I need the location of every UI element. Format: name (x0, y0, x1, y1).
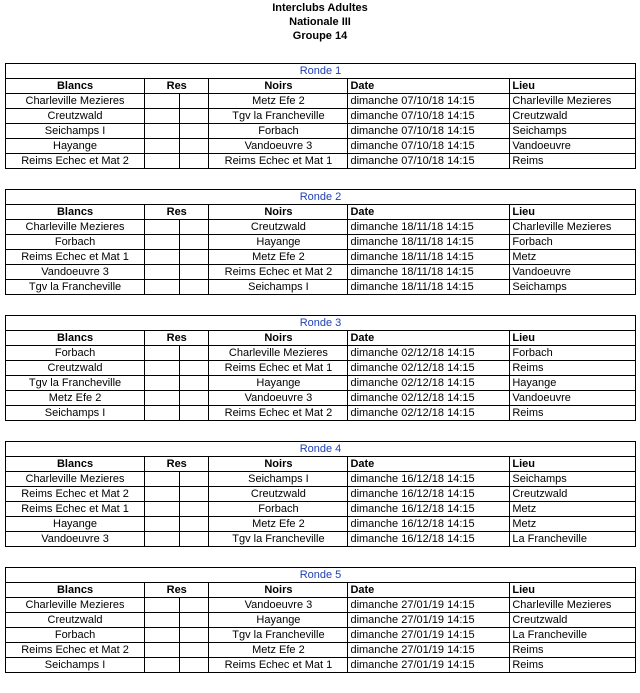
header-lieu: Lieu (510, 205, 636, 220)
cell-lieu: Charleville Mezieres (510, 598, 636, 613)
division-title: Nationale III (289, 16, 351, 28)
header-blancs: Blancs (6, 457, 145, 472)
cell-blancs: Creutzwald (6, 109, 145, 124)
cell-date: dimanche 16/12/18 14:15 (348, 532, 510, 547)
header-lieu: Lieu (510, 457, 636, 472)
cell-blancs: Forbach (6, 346, 145, 361)
header-noirs: Noirs (209, 457, 348, 472)
cell-noirs: Reims Echec et Mat 1 (209, 361, 348, 376)
cell-noirs: Creutzwald (209, 220, 348, 235)
cell-lieu: Reims (510, 406, 636, 421)
match-row (6, 265, 636, 280)
cell-lieu: La Francheville (510, 532, 636, 547)
cell-res-blancs (145, 250, 180, 265)
cell-noirs: Seichamps I (209, 472, 348, 487)
cell-blancs: Hayange (6, 139, 145, 154)
cell-lieu: Metz (510, 502, 636, 517)
match-row (6, 658, 636, 673)
cell-lieu: Seichamps (510, 472, 636, 487)
header-noirs: Noirs (209, 583, 348, 598)
match-row (6, 391, 636, 406)
header-blancs: Blancs (6, 205, 145, 220)
match-row (6, 598, 636, 613)
cell-res-blancs (145, 502, 180, 517)
cell-noirs: Creutzwald (209, 487, 348, 502)
match-row (6, 250, 636, 265)
cell-lieu: Seichamps (510, 124, 636, 139)
cell-lieu: Creutzwald (510, 613, 636, 628)
cell-date: dimanche 27/01/19 14:15 (348, 643, 510, 658)
cell-noirs: Reims Echec et Mat 2 (209, 406, 348, 421)
cell-date: dimanche 16/12/18 14:15 (348, 472, 510, 487)
cell-blancs: Forbach (6, 628, 145, 643)
match-row (6, 220, 636, 235)
cell-noirs: Metz Efe 2 (209, 517, 348, 532)
cell-blancs: Charleville Mezieres (6, 472, 145, 487)
match-row (6, 280, 636, 295)
cell-date: dimanche 16/12/18 14:15 (348, 517, 510, 532)
page-header (0, 0, 640, 43)
cell-noirs: Metz Efe 2 (209, 250, 348, 265)
header-date: Date (348, 205, 510, 220)
cell-blancs: Reims Echec et Mat 2 (6, 154, 145, 169)
cell-res-noirs (180, 532, 209, 547)
header-lieu: Lieu (510, 79, 636, 94)
cell-res-blancs (145, 532, 180, 547)
cell-lieu: Charleville Mezieres (510, 94, 636, 109)
cell-blancs: Charleville Mezieres (6, 220, 145, 235)
cell-date: dimanche 02/12/18 14:15 (348, 406, 510, 421)
header-noirs: Noirs (209, 79, 348, 94)
cell-lieu: Vandoeuvre (510, 265, 636, 280)
cell-date: dimanche 02/12/18 14:15 (348, 346, 510, 361)
cell-lieu: Creutzwald (510, 109, 636, 124)
competition-title: Interclubs Adultes (272, 2, 368, 14)
cell-res-blancs (145, 154, 180, 169)
cell-res-blancs (145, 628, 180, 643)
cell-noirs: Reims Echec et Mat 2 (209, 265, 348, 280)
cell-noirs: Hayange (209, 613, 348, 628)
ronde-table (5, 567, 636, 673)
match-row (6, 94, 636, 109)
cell-res-blancs (145, 598, 180, 613)
cell-res-noirs (180, 154, 209, 169)
column-header-row (6, 331, 636, 346)
cell-res-noirs (180, 124, 209, 139)
header-lieu: Lieu (510, 331, 636, 346)
cell-res-blancs (145, 487, 180, 502)
header-lieu: Lieu (510, 583, 636, 598)
cell-noirs: Charleville Mezieres (209, 346, 348, 361)
match-row (6, 472, 636, 487)
cell-date: dimanche 27/01/19 14:15 (348, 658, 510, 673)
cell-blancs: Hayange (6, 517, 145, 532)
ronde-title: Ronde 4 (6, 442, 636, 457)
cell-res-blancs (145, 472, 180, 487)
match-row (6, 235, 636, 250)
ronde-title: Ronde 1 (6, 64, 636, 79)
cell-blancs: Reims Echec et Mat 2 (6, 643, 145, 658)
cell-date: dimanche 07/10/18 14:15 (348, 154, 510, 169)
cell-lieu: Seichamps (510, 280, 636, 295)
cell-blancs: Charleville Mezieres (6, 598, 145, 613)
cell-res-noirs (180, 109, 209, 124)
cell-date: dimanche 18/11/18 14:15 (348, 220, 510, 235)
cell-lieu: Vandoeuvre (510, 139, 636, 154)
cell-noirs: Metz Efe 2 (209, 94, 348, 109)
column-header-row (6, 205, 636, 220)
cell-noirs: Hayange (209, 376, 348, 391)
cell-lieu: Creutzwald (510, 487, 636, 502)
match-row (6, 613, 636, 628)
cell-res-blancs (145, 406, 180, 421)
cell-blancs: Creutzwald (6, 361, 145, 376)
cell-lieu: Reims (510, 658, 636, 673)
cell-res-noirs (180, 391, 209, 406)
cell-res-blancs (145, 376, 180, 391)
header-noirs: Noirs (209, 331, 348, 346)
cell-blancs: Reims Echec et Mat 1 (6, 250, 145, 265)
match-row (6, 376, 636, 391)
cell-res-noirs (180, 517, 209, 532)
cell-res-blancs (145, 346, 180, 361)
cell-date: dimanche 02/12/18 14:15 (348, 391, 510, 406)
cell-res-noirs (180, 94, 209, 109)
cell-res-blancs (145, 280, 180, 295)
cell-res-blancs (145, 139, 180, 154)
cell-noirs: Tgv la Francheville (209, 532, 348, 547)
cell-date: dimanche 27/01/19 14:15 (348, 613, 510, 628)
cell-noirs: Reims Echec et Mat 1 (209, 658, 348, 673)
ronde-title: Ronde 3 (6, 316, 636, 331)
ronde-table (5, 189, 636, 295)
match-row (6, 346, 636, 361)
cell-noirs: Forbach (209, 124, 348, 139)
cell-date: dimanche 16/12/18 14:15 (348, 502, 510, 517)
cell-lieu: Forbach (510, 346, 636, 361)
cell-res-noirs (180, 628, 209, 643)
cell-date: dimanche 02/12/18 14:15 (348, 376, 510, 391)
cell-date: dimanche 18/11/18 14:15 (348, 250, 510, 265)
cell-res-blancs (145, 109, 180, 124)
cell-lieu: Reims (510, 643, 636, 658)
column-header-row (6, 457, 636, 472)
cell-blancs: Forbach (6, 235, 145, 250)
header-date: Date (348, 583, 510, 598)
header-res: Res (145, 583, 209, 598)
cell-res-noirs (180, 406, 209, 421)
header-date: Date (348, 457, 510, 472)
cell-res-noirs (180, 280, 209, 295)
match-row (6, 124, 636, 139)
cell-date: dimanche 18/11/18 14:15 (348, 280, 510, 295)
match-row (6, 406, 636, 421)
cell-date: dimanche 07/10/18 14:15 (348, 94, 510, 109)
cell-res-noirs (180, 361, 209, 376)
cell-date: dimanche 07/10/18 14:15 (348, 109, 510, 124)
header-blancs: Blancs (6, 583, 145, 598)
cell-blancs: Tgv la Francheville (6, 376, 145, 391)
cell-blancs: Vandoeuvre 3 (6, 265, 145, 280)
cell-res-noirs (180, 376, 209, 391)
match-row (6, 109, 636, 124)
cell-date: dimanche 07/10/18 14:15 (348, 124, 510, 139)
cell-res-blancs (145, 265, 180, 280)
cell-blancs: Tgv la Francheville (6, 280, 145, 295)
cell-lieu: Vandoeuvre (510, 391, 636, 406)
cell-blancs: Charleville Mezieres (6, 94, 145, 109)
cell-lieu: Metz (510, 517, 636, 532)
header-res: Res (145, 457, 209, 472)
cell-blancs: Seichamps I (6, 658, 145, 673)
header-res: Res (145, 331, 209, 346)
cell-lieu: Charleville Mezieres (510, 220, 636, 235)
cell-noirs: Tgv la Francheville (209, 628, 348, 643)
cell-noirs: Hayange (209, 235, 348, 250)
header-res: Res (145, 79, 209, 94)
cell-res-blancs (145, 124, 180, 139)
cell-blancs: Reims Echec et Mat 2 (6, 487, 145, 502)
cell-date: dimanche 18/11/18 14:15 (348, 265, 510, 280)
header-res: Res (145, 205, 209, 220)
cell-blancs: Seichamps I (6, 406, 145, 421)
column-header-row (6, 583, 636, 598)
cell-noirs: Metz Efe 2 (209, 643, 348, 658)
cell-res-noirs (180, 658, 209, 673)
cell-res-noirs (180, 598, 209, 613)
cell-lieu: La Francheville (510, 628, 636, 643)
cell-blancs: Seichamps I (6, 124, 145, 139)
header-noirs: Noirs (209, 205, 348, 220)
cell-res-noirs (180, 487, 209, 502)
header-date: Date (348, 79, 510, 94)
cell-res-noirs (180, 643, 209, 658)
cell-blancs: Metz Efe 2 (6, 391, 145, 406)
cell-res-blancs (145, 517, 180, 532)
cell-res-noirs (180, 265, 209, 280)
cell-noirs: Seichamps I (209, 280, 348, 295)
cell-noirs: Forbach (209, 502, 348, 517)
cell-noirs: Tgv la Francheville (209, 109, 348, 124)
match-row (6, 154, 636, 169)
cell-date: dimanche 27/01/19 14:15 (348, 628, 510, 643)
cell-res-blancs (145, 94, 180, 109)
cell-lieu: Hayange (510, 376, 636, 391)
cell-res-blancs (145, 235, 180, 250)
cell-lieu: Forbach (510, 235, 636, 250)
header-blancs: Blancs (6, 331, 145, 346)
cell-res-noirs (180, 139, 209, 154)
match-row (6, 517, 636, 532)
header-date: Date (348, 331, 510, 346)
cell-res-noirs (180, 613, 209, 628)
cell-date: dimanche 02/12/18 14:15 (348, 361, 510, 376)
ronde-title: Ronde 2 (6, 190, 636, 205)
ronde-table (5, 441, 636, 547)
match-row (6, 487, 636, 502)
cell-res-noirs (180, 235, 209, 250)
match-row (6, 628, 636, 643)
ronde-title: Ronde 5 (6, 568, 636, 583)
cell-res-blancs (145, 613, 180, 628)
match-row (6, 643, 636, 658)
cell-date: dimanche 27/01/19 14:15 (348, 598, 510, 613)
header-blancs: Blancs (6, 79, 145, 94)
cell-res-blancs (145, 220, 180, 235)
cell-noirs: Vandoeuvre 3 (209, 391, 348, 406)
cell-res-blancs (145, 658, 180, 673)
match-row (6, 139, 636, 154)
group-title: Groupe 14 (292, 30, 348, 42)
cell-lieu: Metz (510, 250, 636, 265)
match-row (6, 361, 636, 376)
cell-date: dimanche 07/10/18 14:15 (348, 139, 510, 154)
cell-noirs: Vandoeuvre 3 (209, 139, 348, 154)
cell-res-blancs (145, 361, 180, 376)
cell-res-noirs (180, 346, 209, 361)
cell-res-blancs (145, 391, 180, 406)
cell-blancs: Vandoeuvre 3 (6, 532, 145, 547)
cell-lieu: Reims (510, 154, 636, 169)
cell-blancs: Reims Echec et Mat 1 (6, 502, 145, 517)
cell-lieu: Reims (510, 361, 636, 376)
cell-noirs: Vandoeuvre 3 (209, 598, 348, 613)
ronde-table (5, 63, 636, 169)
cell-blancs: Creutzwald (6, 613, 145, 628)
rounds-container (5, 63, 636, 693)
match-row (6, 502, 636, 517)
match-row (6, 532, 636, 547)
cell-date: dimanche 18/11/18 14:15 (348, 235, 510, 250)
cell-res-noirs (180, 472, 209, 487)
cell-res-noirs (180, 220, 209, 235)
column-header-row (6, 79, 636, 94)
cell-date: dimanche 16/12/18 14:15 (348, 487, 510, 502)
cell-noirs: Reims Echec et Mat 1 (209, 154, 348, 169)
cell-res-noirs (180, 250, 209, 265)
cell-res-blancs (145, 643, 180, 658)
ronde-table (5, 315, 636, 421)
cell-res-noirs (180, 502, 209, 517)
